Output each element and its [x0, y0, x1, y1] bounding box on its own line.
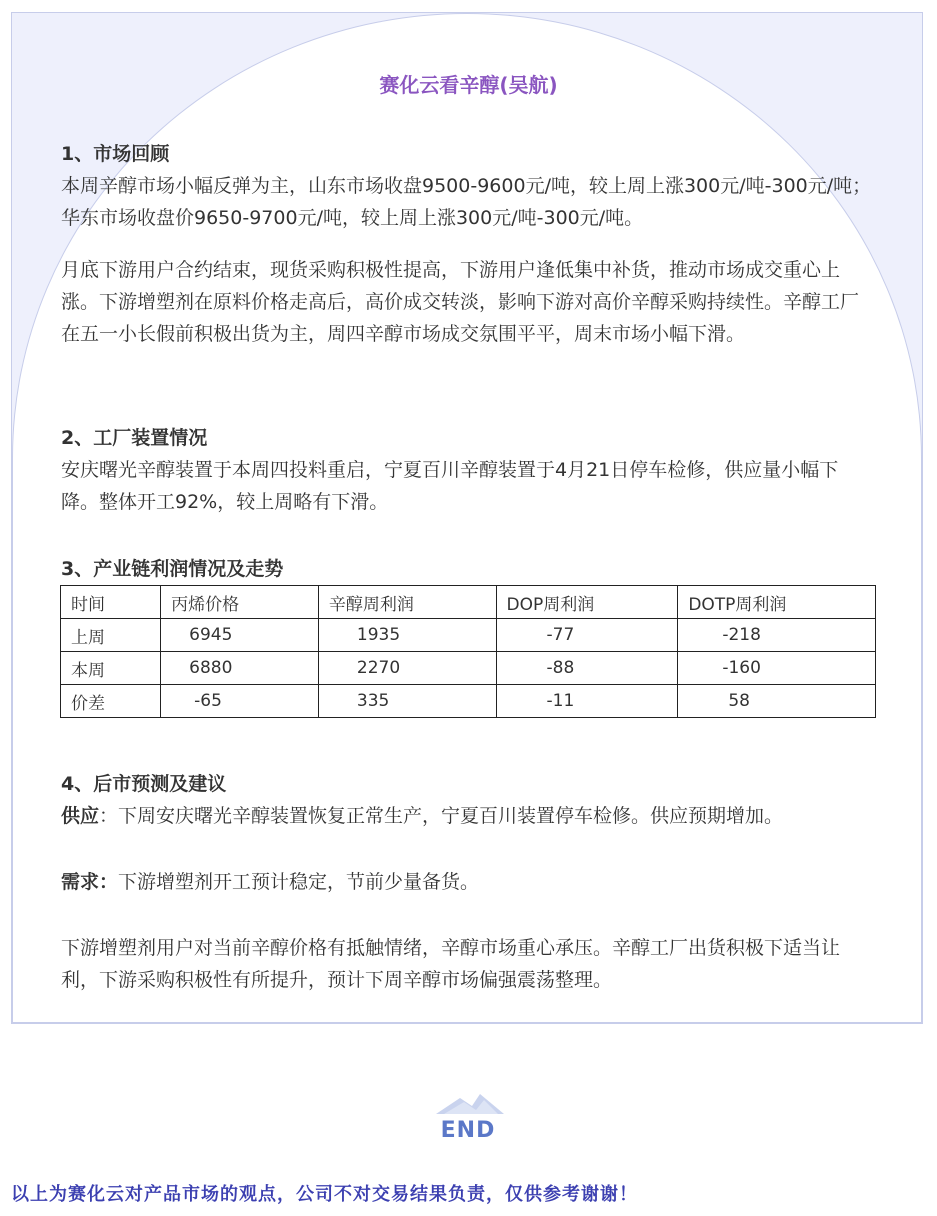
- demand-text: 下游增塑剂开工预计稳定，节前少量备货。: [118, 871, 480, 893]
- table-cell: 价差: [61, 685, 161, 718]
- demand-paragraph: [61, 866, 876, 898]
- section-4-paragraph: 下游增塑剂用户对当前辛醇价格有抵触情绪，辛醇市场重心承压。辛醇工厂出货积极下适当让利，下游采购积极性有所提升，预计下周辛醇市场偏强震荡整理。: [61, 937, 841, 991]
- header-cell: 辛醇周利润: [318, 586, 496, 619]
- table-cell: 6945: [161, 619, 319, 652]
- table-cell: -77: [496, 619, 678, 652]
- table-cell: -11: [496, 685, 678, 718]
- section-2-heading: 2、工厂装置情况: [61, 427, 208, 449]
- table-cell: -88: [496, 652, 678, 685]
- profit-table: [60, 585, 876, 718]
- table-row: [61, 652, 876, 685]
- section-4-heading: 4、后市预测及建议: [61, 773, 227, 795]
- table-header-row: [61, 586, 876, 619]
- demand-label: 需求：: [61, 871, 119, 893]
- section-1-paragraph-2: 月底下游用户合约结束，现货采购积极性提高，下游用户逢低集中补货，推动市场成交重心上涨。下游增塑剂在原料价格走高后，高价成交转淡，影响下游对高价辛醇采购持续性。辛醇工厂在五一小长假前积极出货为主，周四辛醇市场成交氛围平平，周末市场小幅下滑。: [61, 259, 860, 345]
- header-cell: DOTP周利润: [678, 586, 876, 619]
- section-3-heading: 3、产业链利润情况及走势: [61, 558, 284, 580]
- table-cell: 6880: [161, 652, 319, 685]
- table-row: [61, 685, 876, 718]
- section-1-heading: 1、市场回顾: [61, 143, 170, 165]
- mountain-icon: [420, 1090, 516, 1118]
- table-cell: 1935: [318, 619, 496, 652]
- header-cell: DOP周利润: [496, 586, 678, 619]
- table-row: [61, 619, 876, 652]
- table-cell: 58: [678, 685, 876, 718]
- end-label: END: [440, 1118, 496, 1143]
- header-cell: 丙烯价格: [161, 586, 319, 619]
- table-cell: -65: [161, 685, 319, 718]
- supply-label: 供应: [61, 805, 100, 827]
- section-1-paragraph-1: 本周辛醇市场小幅反弹为主，山东市场收盘9500-9600元/吨，较上周上涨300元/吨-300元/吨；华东市场收盘价9650-9700元/吨，较上周上涨300元/吨-300元/吨。: [61, 175, 872, 229]
- table-cell: -218: [678, 619, 876, 652]
- header-cell: 时间: [61, 586, 161, 619]
- end-marker: [420, 1090, 516, 1146]
- table-cell: 上周: [61, 619, 161, 652]
- table-cell: -160: [678, 652, 876, 685]
- page-title: 赛化云看辛醇(吴航): [379, 73, 558, 97]
- section-2-paragraph: 安庆曙光辛醇装置于本周四投料重启，宁夏百川辛醇装置于4月21日停车检修，供应量小幅下降。整体开工92%，较上周略有下滑。: [61, 459, 839, 513]
- table-cell: 335: [318, 685, 496, 718]
- footer-disclaimer: 以上为赛化云对产品市场的观点，公司不对交易结果负责，仅供参考谢谢！: [11, 1184, 638, 1205]
- supply-paragraph: [61, 800, 876, 832]
- supply-text: ：下周安庆曙光辛醇装置恢复正常生产，宁夏百川装置停车检修。供应预期增加。: [99, 805, 784, 827]
- table-cell: 本周: [61, 652, 161, 685]
- table-cell: 2270: [318, 652, 496, 685]
